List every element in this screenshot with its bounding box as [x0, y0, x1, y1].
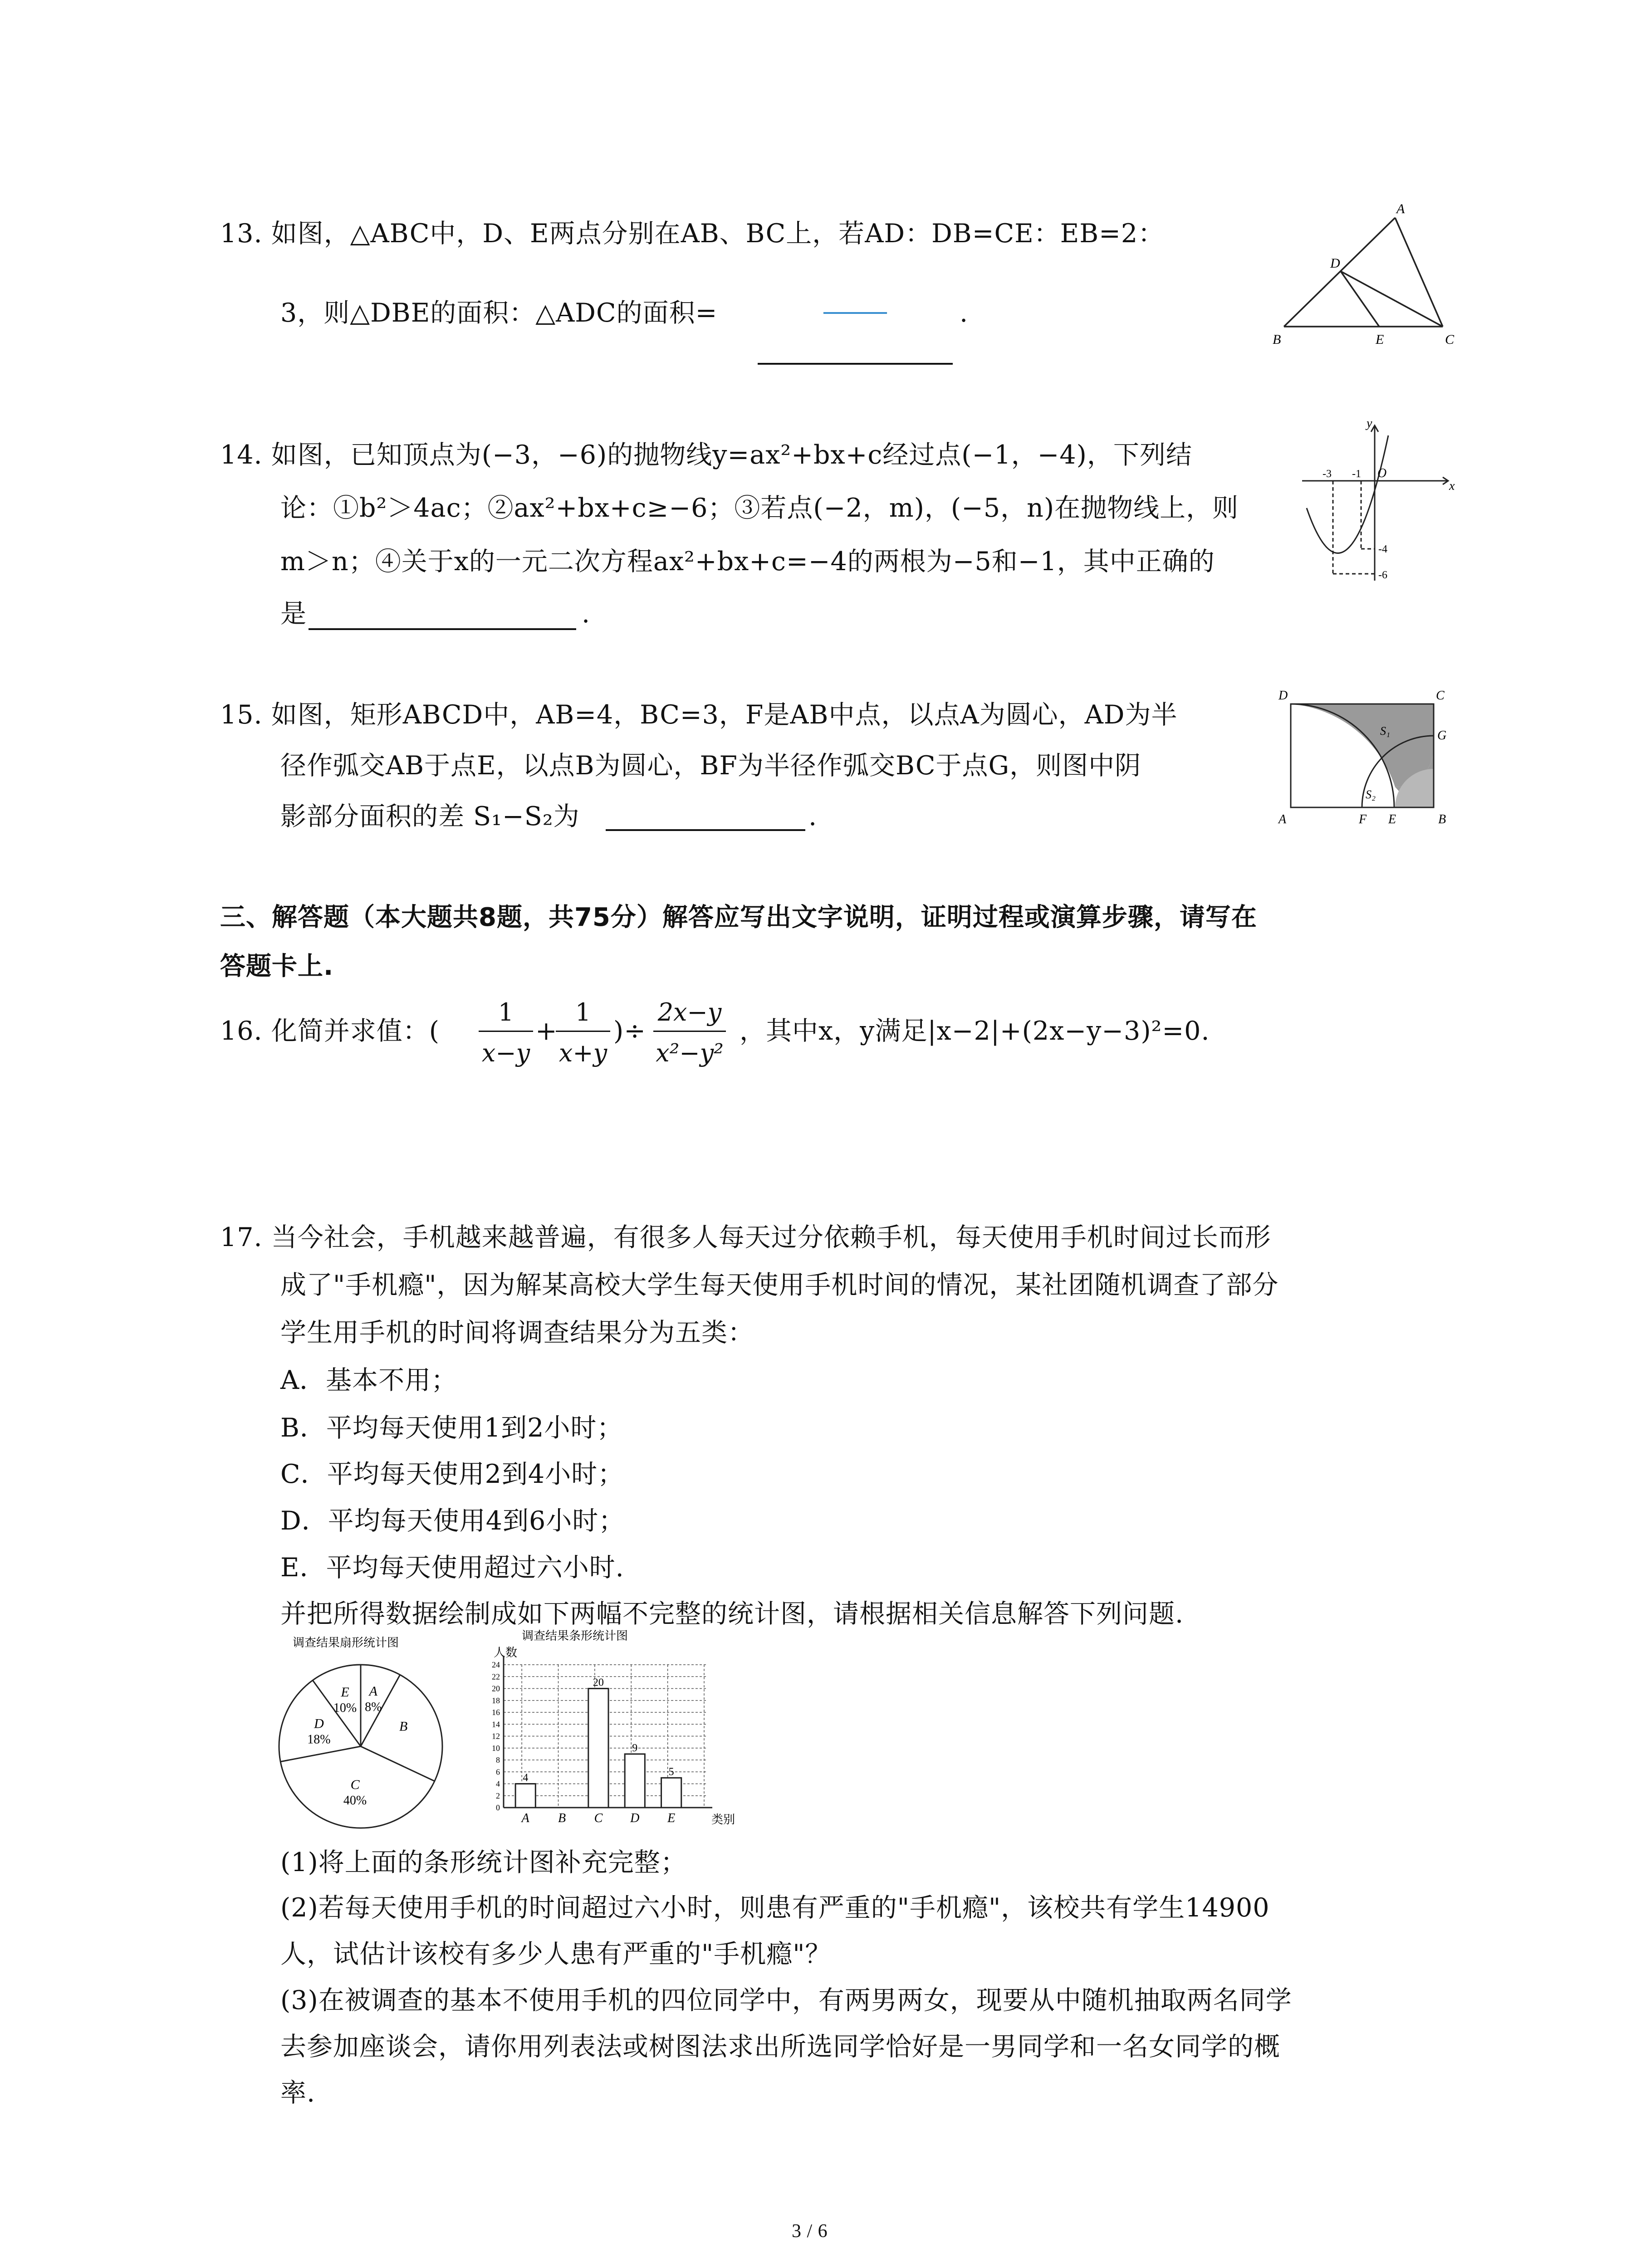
- q14-line2: 论：①b²＞4ac；②ax²+bx+c≥−6；③若点(−2，m)，(−5，n)在抛物线上，则: [280, 493, 1239, 523]
- bar-value-a: 4: [523, 1772, 529, 1784]
- bar-chart-xlabel: 类别: [711, 1813, 735, 1826]
- q14-parabola-curve: [1307, 435, 1388, 553]
- q13-segment-dc: [1341, 271, 1443, 327]
- pie-label-e: E: [341, 1684, 349, 1700]
- bar-ytick-label: 0: [496, 1803, 500, 1812]
- q17-sub1: (1)将上面的条形统计图补充完整；: [280, 1848, 687, 1877]
- q17-line2: 成了"手机瘾"，因为解某高校大学生每天使用手机时间的情况，某社团随机调查了部分: [280, 1270, 1279, 1300]
- bar-e: [661, 1778, 681, 1808]
- q14-label-m6: -6: [1378, 569, 1387, 581]
- bar-d: [625, 1754, 645, 1808]
- bar-ytick-label: 14: [492, 1720, 500, 1729]
- q16-f2-num: 1: [575, 998, 591, 1026]
- q14-label-o: O: [1377, 466, 1387, 480]
- q15-label-e: E: [1388, 812, 1396, 826]
- q13-line1: 13. 如图，△ABC中，D、E两点分别在AB、BC上，若AD：DB=CE：EB=2：: [220, 219, 1165, 249]
- q16-suffix: ，其中x，y满足|x−2|+(2x−y−3)²=0.: [740, 1016, 1210, 1046]
- bar-xtick-b: B: [558, 1811, 566, 1825]
- q17-line4: 并把所得数据绘制成如下两幅不完整的统计图，请根据相关信息解答下列问题.: [280, 1599, 1184, 1629]
- q17-option-d: D．平均每天使用4到6小时；: [280, 1506, 625, 1536]
- q17-sub3c: 率.: [280, 2078, 316, 2108]
- bar-ytick-label: 16: [492, 1708, 500, 1717]
- pie-label-c: C: [350, 1777, 360, 1793]
- q15-label-b: B: [1438, 812, 1446, 826]
- q16-div: )÷: [613, 1016, 646, 1046]
- q14-line4: 是: [280, 599, 307, 629]
- q15-label-d: D: [1279, 689, 1288, 703]
- q15-label-f: F: [1359, 812, 1367, 826]
- q13-line2: 3，则△DBE的面积：△ADC的面积=: [280, 298, 718, 328]
- q16-f1-num: 1: [498, 998, 514, 1026]
- bar-ytick-label: 6: [496, 1767, 500, 1777]
- q15-shaded-s1: [1291, 704, 1434, 787]
- pie-label-d: D: [314, 1716, 324, 1731]
- q16-f3-bar: [653, 1031, 726, 1032]
- q15-answer-blank: [606, 829, 805, 831]
- bar-ytick-label: 2: [496, 1791, 500, 1800]
- q13-label-b: B: [1273, 332, 1281, 347]
- page-number: 3 / 6: [792, 2221, 828, 2242]
- bar-ytick-label: 4: [496, 1779, 500, 1789]
- bar-chart-title: 调查结果条形统计图: [522, 1629, 628, 1642]
- q16-f1-den: x−y: [481, 1039, 530, 1067]
- bar-a: [515, 1784, 535, 1808]
- pie-percent-a: 8%: [365, 1700, 382, 1714]
- q13-answer-blank: [758, 363, 953, 365]
- q15-rectangle-figure: [1275, 685, 1456, 830]
- q14-answer-blank: [309, 628, 576, 630]
- bar-ytick-label: 12: [492, 1731, 500, 1741]
- q16-f2-bar: [556, 1031, 610, 1032]
- q13-segment-de: [1341, 271, 1379, 327]
- q13-label-a: A: [1396, 201, 1405, 216]
- bar-ytick-label: 20: [492, 1684, 500, 1693]
- q15-line1: 15. 如图，矩形ABCD中，AB=4，BC=3，F是AB中点，以点A为圆心，AD为半: [220, 700, 1178, 730]
- q15-line3: 影部分面积的差 S₁−S₂为: [280, 802, 580, 831]
- pie-percent-e: 10%: [333, 1701, 357, 1715]
- q13-side-ac: [1395, 218, 1443, 327]
- pie-percent-c: 40%: [343, 1794, 367, 1808]
- q17-option-b: B．平均每天使用1到2小时；: [280, 1413, 623, 1443]
- q13-triangle-figure: [1270, 200, 1461, 354]
- q15-label-g: G: [1437, 728, 1447, 743]
- pie-label-b: B: [399, 1719, 408, 1734]
- q16-f2-den: x+y: [558, 1039, 607, 1067]
- bar-ytick-label: 22: [492, 1672, 500, 1681]
- pie-chart-title: 调查结果扇形统计图: [293, 1636, 399, 1649]
- q17-option-c: C．平均每天使用2到4小时；: [280, 1459, 624, 1489]
- pie-label-a: A: [369, 1683, 377, 1699]
- q14-parabola-figure: [1298, 417, 1461, 590]
- pie-chart: [274, 1633, 456, 1833]
- bar-xtick-d: D: [630, 1811, 640, 1825]
- q17-option-a: A．基本不用；: [280, 1365, 458, 1395]
- q16-f3-den: x²−y²: [656, 1039, 724, 1067]
- q17-sub2a: (2)若每天使用手机的时间超过六小时，则患有严重的"手机瘾"，该校共有学生14900: [280, 1893, 1270, 1923]
- q15-line3-end: .: [808, 802, 818, 831]
- q13-answer-blue-mark: [823, 312, 887, 314]
- bar-c: [588, 1689, 608, 1808]
- section3-heading-line2: 答题卡上.: [220, 952, 334, 981]
- bar-xtick-e: E: [667, 1811, 676, 1825]
- q15-label-a: A: [1279, 812, 1287, 826]
- q15-label-c: C: [1436, 689, 1445, 703]
- pie-percent-d: 18%: [307, 1732, 331, 1747]
- q17-line3: 学生用手机的时间将调查结果分为五类：: [280, 1318, 754, 1348]
- q14-label-m3: -3: [1323, 468, 1332, 480]
- q17-line1: 17. 当今社会，手机越来越普遍，有很多人每天过分依赖手机，每天使用手机时间过长而形: [220, 1222, 1271, 1252]
- q15-line2: 径作弧交AB于点E，以点B为圆心，BF为半径作弧交BC于点G，则图中阴: [280, 751, 1141, 781]
- q16-f3-num: 2x−y: [657, 998, 722, 1026]
- q14-label-x: x: [1449, 479, 1455, 493]
- bar-xtick-c: C: [594, 1811, 603, 1825]
- bar-chart: [472, 1628, 762, 1837]
- bar-ytick-label: 8: [496, 1755, 500, 1765]
- q16-prefix: 16. 化简并求值：(: [220, 1016, 440, 1046]
- q13-side-ab: [1284, 218, 1395, 327]
- q14-line4-end: .: [582, 599, 591, 629]
- q14-label-m4: -4: [1378, 543, 1387, 555]
- q16-f1-bar: [479, 1031, 533, 1032]
- q13-label-e: E: [1376, 332, 1384, 347]
- q13-label-d: D: [1330, 256, 1340, 271]
- bar-chart-ylabel: 人数: [494, 1646, 518, 1659]
- q17-sub2b: 人，试估计该校有多少人患有严重的"手机瘾"？: [280, 1939, 832, 1969]
- bar-value-d: 9: [632, 1742, 638, 1754]
- bar-value-c: 20: [593, 1677, 604, 1689]
- bar-value-e: 5: [668, 1766, 674, 1778]
- q14-line1: 14. 如图，已知顶点为(−3，−6)的抛物线y=ax²+bx+c经过点(−1，−4)，下列结: [220, 440, 1192, 470]
- bar-ytick-label: 10: [492, 1743, 500, 1753]
- q16-plus: +: [535, 1016, 558, 1046]
- q13-label-c: C: [1445, 332, 1455, 347]
- q14-label-y: y: [1367, 417, 1372, 430]
- q15-label-s1: S₁: [1380, 724, 1391, 738]
- q15-label-s2: S₂: [1366, 788, 1376, 801]
- q14-label-m1: -1: [1352, 468, 1361, 480]
- q17-sub3a: (3)在被调查的基本不使用手机的四位同学中，有两男两女，现要从中随机抽取两名同学: [280, 1985, 1292, 2015]
- bar-ytick-label: 18: [492, 1696, 500, 1705]
- q17-option-e: E．平均每天使用超过六小时.: [280, 1553, 624, 1583]
- q17-sub3b: 去参加座谈会，请你用列表法或树图法求出所选同学恰好是一男同学和一名女同学的概: [280, 2032, 1280, 2062]
- bar-xtick-a: A: [521, 1811, 529, 1825]
- q13-line2-end: .: [960, 298, 969, 328]
- bar-ytick-label: 24: [492, 1660, 500, 1669]
- q14-line3: m＞n；④关于x的一元二次方程ax²+bx+c=−4的两根为−5和−1，其中正确的: [280, 547, 1215, 577]
- section3-heading-line1: 三、解答题（本大题共8题，共75分）解答应写出文字说明，证明过程或演算步骤，请写在: [220, 903, 1257, 932]
